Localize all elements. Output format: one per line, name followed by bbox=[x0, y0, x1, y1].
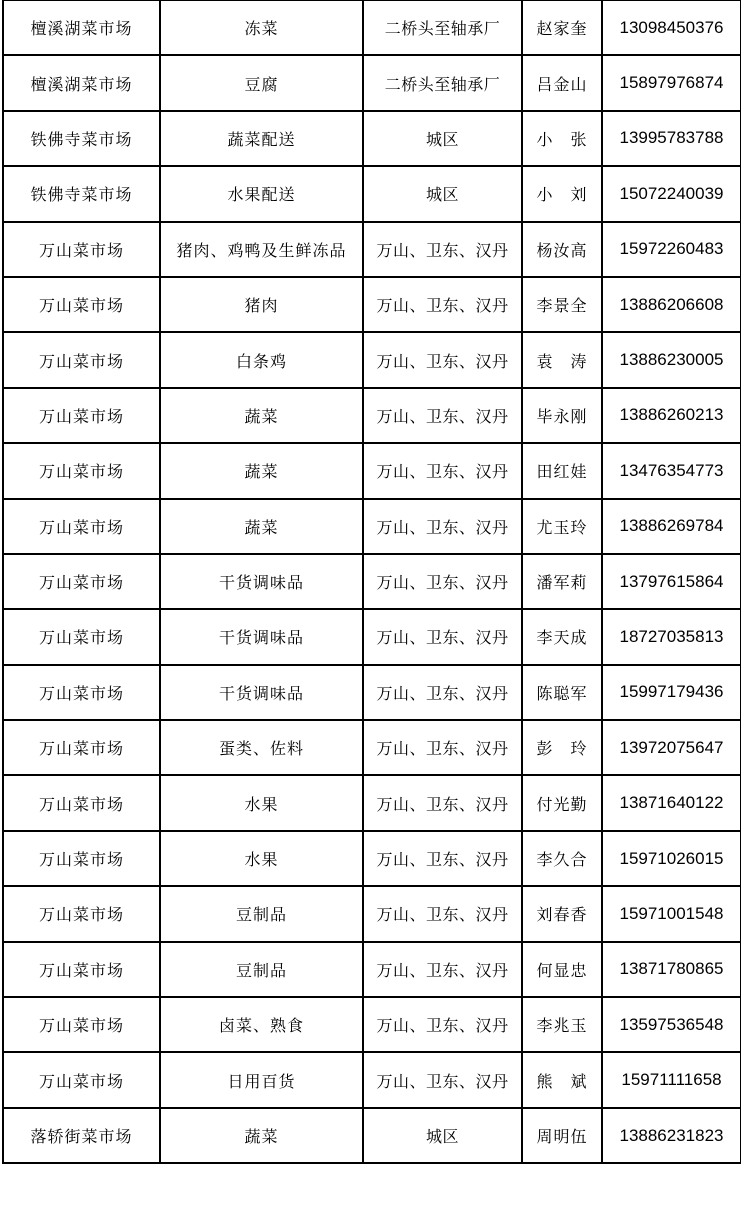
contact-cell: 彭 玲 bbox=[522, 720, 602, 775]
area-cell: 二桥头至轴承厂 bbox=[363, 55, 522, 110]
contact-cell: 小 张 bbox=[522, 111, 602, 166]
market-cell: 万山菜市场 bbox=[3, 831, 160, 886]
market-cell: 万山菜市场 bbox=[3, 665, 160, 720]
market-cell: 万山菜市场 bbox=[3, 942, 160, 997]
area-cell: 万山、卫东、汉丹 bbox=[363, 775, 522, 830]
goods-cell: 日用百货 bbox=[160, 1052, 363, 1107]
table-row bbox=[3, 831, 741, 886]
contact-cell: 周明伍 bbox=[522, 1108, 602, 1163]
area-cell: 万山、卫东、汉丹 bbox=[363, 222, 522, 277]
table-row bbox=[3, 388, 741, 443]
table-row bbox=[3, 222, 741, 277]
goods-cell: 蔬菜 bbox=[160, 499, 363, 554]
goods-cell: 豆腐 bbox=[160, 55, 363, 110]
table-row bbox=[3, 1052, 741, 1107]
table-row bbox=[3, 942, 741, 997]
phone-cell: 13886206608 bbox=[602, 277, 741, 332]
goods-cell: 猪肉 bbox=[160, 277, 363, 332]
area-cell: 万山、卫东、汉丹 bbox=[363, 554, 522, 609]
goods-cell: 卤菜、熟食 bbox=[160, 997, 363, 1052]
phone-cell: 13871780865 bbox=[602, 942, 741, 997]
table-row bbox=[3, 499, 741, 554]
vendor-table bbox=[2, 0, 741, 1164]
area-cell: 万山、卫东、汉丹 bbox=[363, 942, 522, 997]
phone-cell: 15997179436 bbox=[602, 665, 741, 720]
contact-cell: 杨汝高 bbox=[522, 222, 602, 277]
table-row bbox=[3, 720, 741, 775]
contact-cell: 袁 涛 bbox=[522, 332, 602, 387]
goods-cell: 冻菜 bbox=[160, 0, 363, 55]
area-cell: 城区 bbox=[363, 111, 522, 166]
area-cell: 城区 bbox=[363, 1108, 522, 1163]
market-cell: 万山菜市场 bbox=[3, 499, 160, 554]
contact-cell: 吕金山 bbox=[522, 55, 602, 110]
goods-cell: 蔬菜 bbox=[160, 1108, 363, 1163]
area-cell: 万山、卫东、汉丹 bbox=[363, 443, 522, 498]
goods-cell: 豆制品 bbox=[160, 942, 363, 997]
market-cell: 万山菜市场 bbox=[3, 388, 160, 443]
area-cell: 万山、卫东、汉丹 bbox=[363, 720, 522, 775]
table-row bbox=[3, 111, 741, 166]
phone-cell: 13886260213 bbox=[602, 388, 741, 443]
contact-cell: 尤玉玲 bbox=[522, 499, 602, 554]
goods-cell: 干货调味品 bbox=[160, 665, 363, 720]
contact-cell: 小 刘 bbox=[522, 166, 602, 221]
area-cell: 万山、卫东、汉丹 bbox=[363, 332, 522, 387]
goods-cell: 干货调味品 bbox=[160, 554, 363, 609]
table-row bbox=[3, 554, 741, 609]
table-row bbox=[3, 0, 741, 55]
area-cell: 万山、卫东、汉丹 bbox=[363, 609, 522, 664]
area-cell: 二桥头至轴承厂 bbox=[363, 0, 522, 55]
contact-cell: 陈聪军 bbox=[522, 665, 602, 720]
phone-cell: 13098450376 bbox=[602, 0, 741, 55]
goods-cell: 干货调味品 bbox=[160, 609, 363, 664]
area-cell: 万山、卫东、汉丹 bbox=[363, 499, 522, 554]
phone-cell: 15897976874 bbox=[602, 55, 741, 110]
phone-cell: 13797615864 bbox=[602, 554, 741, 609]
area-cell: 万山、卫东、汉丹 bbox=[363, 831, 522, 886]
phone-cell: 13886230005 bbox=[602, 332, 741, 387]
market-cell: 万山菜市场 bbox=[3, 997, 160, 1052]
market-cell: 铁佛寺菜市场 bbox=[3, 166, 160, 221]
table-row bbox=[3, 277, 741, 332]
market-cell: 万山菜市场 bbox=[3, 1052, 160, 1107]
contact-cell: 田红娃 bbox=[522, 443, 602, 498]
goods-cell: 白条鸡 bbox=[160, 332, 363, 387]
goods-cell: 蔬菜配送 bbox=[160, 111, 363, 166]
contact-cell: 熊 斌 bbox=[522, 1052, 602, 1107]
market-cell: 铁佛寺菜市场 bbox=[3, 111, 160, 166]
contact-cell: 付光勤 bbox=[522, 775, 602, 830]
phone-cell: 13597536548 bbox=[602, 997, 741, 1052]
goods-cell: 水果 bbox=[160, 775, 363, 830]
phone-cell: 15971001548 bbox=[602, 886, 741, 941]
area-cell: 万山、卫东、汉丹 bbox=[363, 665, 522, 720]
phone-cell: 15972260483 bbox=[602, 222, 741, 277]
market-cell: 万山菜市场 bbox=[3, 443, 160, 498]
phone-cell: 13995783788 bbox=[602, 111, 741, 166]
contact-cell: 潘军莉 bbox=[522, 554, 602, 609]
phone-cell: 15072240039 bbox=[602, 166, 741, 221]
table-row bbox=[3, 332, 741, 387]
phone-cell: 13886269784 bbox=[602, 499, 741, 554]
contact-cell: 赵家奎 bbox=[522, 0, 602, 55]
phone-cell: 15971026015 bbox=[602, 831, 741, 886]
goods-cell: 水果配送 bbox=[160, 166, 363, 221]
contact-cell: 李天成 bbox=[522, 609, 602, 664]
market-cell: 万山菜市场 bbox=[3, 609, 160, 664]
phone-cell: 18727035813 bbox=[602, 609, 741, 664]
table-row bbox=[3, 886, 741, 941]
goods-cell: 水果 bbox=[160, 831, 363, 886]
area-cell: 万山、卫东、汉丹 bbox=[363, 277, 522, 332]
area-cell: 万山、卫东、汉丹 bbox=[363, 388, 522, 443]
goods-cell: 猪肉、鸡鸭及生鲜冻品 bbox=[160, 222, 363, 277]
phone-cell: 13972075647 bbox=[602, 720, 741, 775]
market-cell: 檀溪湖菜市场 bbox=[3, 0, 160, 55]
market-cell: 万山菜市场 bbox=[3, 554, 160, 609]
contact-cell: 李景全 bbox=[522, 277, 602, 332]
goods-cell: 豆制品 bbox=[160, 886, 363, 941]
area-cell: 万山、卫东、汉丹 bbox=[363, 1052, 522, 1107]
table-row bbox=[3, 443, 741, 498]
goods-cell: 蛋类、佐料 bbox=[160, 720, 363, 775]
table-row bbox=[3, 609, 741, 664]
market-cell: 万山菜市场 bbox=[3, 222, 160, 277]
market-cell: 檀溪湖菜市场 bbox=[3, 55, 160, 110]
table-row bbox=[3, 997, 741, 1052]
area-cell: 万山、卫东、汉丹 bbox=[363, 997, 522, 1052]
vendor-table-body bbox=[3, 0, 741, 1163]
contact-cell: 刘春香 bbox=[522, 886, 602, 941]
market-cell: 万山菜市场 bbox=[3, 277, 160, 332]
area-cell: 城区 bbox=[363, 166, 522, 221]
market-cell: 万山菜市场 bbox=[3, 720, 160, 775]
market-cell: 落轿街菜市场 bbox=[3, 1108, 160, 1163]
phone-cell: 13871640122 bbox=[602, 775, 741, 830]
area-cell: 万山、卫东、汉丹 bbox=[363, 886, 522, 941]
table-row bbox=[3, 665, 741, 720]
contact-cell: 何显忠 bbox=[522, 942, 602, 997]
contact-cell: 李兆玉 bbox=[522, 997, 602, 1052]
market-cell: 万山菜市场 bbox=[3, 332, 160, 387]
goods-cell: 蔬菜 bbox=[160, 388, 363, 443]
market-cell: 万山菜市场 bbox=[3, 886, 160, 941]
phone-cell: 13886231823 bbox=[602, 1108, 741, 1163]
phone-cell: 15971111658 bbox=[602, 1052, 741, 1107]
goods-cell: 蔬菜 bbox=[160, 443, 363, 498]
contact-cell: 毕永刚 bbox=[522, 388, 602, 443]
table-row bbox=[3, 55, 741, 110]
table-row bbox=[3, 775, 741, 830]
market-cell: 万山菜市场 bbox=[3, 775, 160, 830]
table-row bbox=[3, 1108, 741, 1163]
table-row bbox=[3, 166, 741, 221]
phone-cell: 13476354773 bbox=[602, 443, 741, 498]
contact-cell: 李久合 bbox=[522, 831, 602, 886]
